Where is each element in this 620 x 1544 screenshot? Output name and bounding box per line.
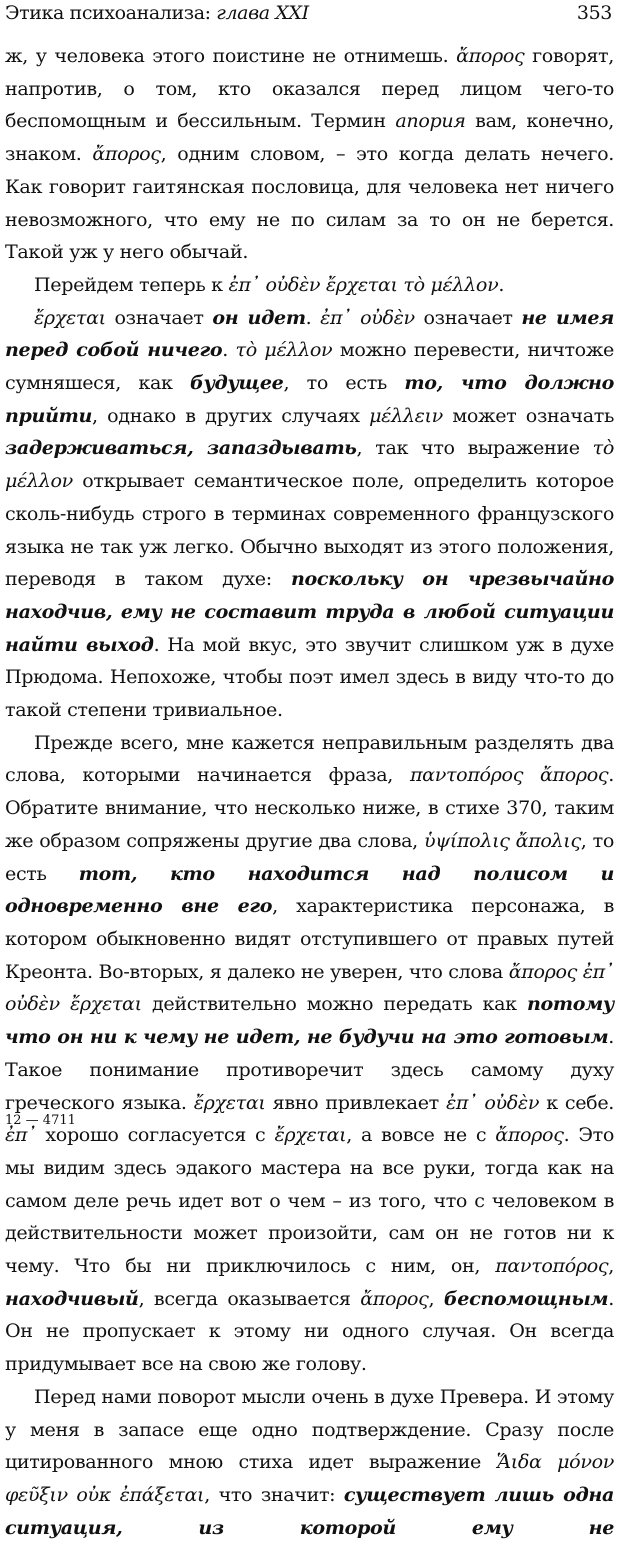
text-run: . Это мы видим здесь эдакого мастера на все руки, тогда как на самом деле речь идет вот о чем – из того, что с человеком в действительности может произойти, сам он не готов ни к чему. Что бы ни приключилось с ним, он, [5,1123,614,1278]
text-run: означает [414,305,522,329]
text-run: , так что выражение [356,436,593,460]
paragraph [5,1381,614,1544]
greek-phrase: ἄπορος ἐπ᾽ οὐδὲν ἔρχεται [5,959,614,1016]
printer-signature: 12 — 4711 [5,1113,76,1128]
running-title [5,2,309,24]
text-run: , что значит: [204,1482,344,1506]
body-text [5,40,614,1544]
greek-phrase: τὸ μέλλον [235,338,333,362]
greek-phrase: ἄπορος [92,142,161,166]
text-run: , то есть [5,828,614,885]
translation-gloss: беспомощным [443,1286,609,1310]
translation-gloss: то, что должно прийти [5,371,614,427]
greek-phrase: παντοπόρος ἄπορος [409,763,609,787]
text-run: действительно можно передать как [141,992,527,1016]
running-title-plain: Этика психоанализа: [5,2,217,24]
translation-gloss: поскольку он чрезвычайно находчив, ему не составит труда в любой ситуации найти выход [5,567,614,656]
greek-phrase: ἄπορος [456,44,525,67]
text-run: , всегда оказывается [138,1286,361,1310]
paragraph [5,302,614,727]
greek-phrase: ἔρχεται [34,305,106,329]
text-run: , [608,1254,614,1278]
text-run: к себе. [539,1090,614,1114]
text-run: вам, конечно, знаком. [5,109,614,166]
text-run: может означать [442,403,614,427]
text-run: . Он не пропускает к этому ни одного случая. Он всегда придумывает все на свою же голову. [5,1286,614,1376]
text-run: открывает семантическое поле, определить которое сколь-нибудь строго в терминах современного французского языка не так уж легко. Обычно выходят из этого положения, переводя в таком духе: [5,469,614,591]
text-run: означает [105,305,213,329]
greek-phrase: ἔρχεται [193,1090,266,1114]
text-run: хорошо согласуется с [36,1123,275,1147]
text-run: . На мой вкус, это звучит слишком уж в духе Прюдома. Непохоже, чтобы поэт имел здесь в виду что-то до такой степени тривиальное. [5,632,614,722]
paragraph [5,727,614,1381]
greek-phrase: ἄπορος [360,1286,429,1310]
text-run: можно перевести, ничтоже сумняшеся, как [5,338,614,395]
text-run: Перед нами поворот мысли очень в духе Превера. И этому у меня в запасе еще одно подтверждение. Сразу после цитированного мною стиха идет выражение [5,1384,614,1474]
text-run: . Обратите внимание, что несколько ниже, в стихе 370, таким же образом сопряжены другие два слова, [5,763,614,852]
text-run: . Такое понимание противоречит здесь самому духу греческого языка. [5,1025,614,1114]
translation-gloss: существует лишь одна ситуация, из которой ему не [5,1482,615,1539]
translation-gloss: задерживаться, запаздывать [5,436,357,460]
paragraph [5,269,614,302]
greek-phrase: ὑψίπολις ἄπολις [423,828,581,852]
text-run: , однако в других случаях [91,403,370,427]
running-header [5,2,612,34]
text-run: . [222,338,236,362]
greek-phrase: Ἅιδα μόνον φεῦξιν οὐκ ἐπάξεται [5,1450,614,1506]
paragraph [5,40,614,269]
greek-phrase: ἄπορος [495,1123,564,1147]
translation-gloss: находчивый [5,1286,139,1310]
greek-phrase: μέλλειν [369,403,443,427]
text-run: . [305,305,321,329]
page-number: 353 [576,2,612,24]
text-run: , одним словом, – это когда делать нечего. Как говорит гаитянская пословица, для человека нет ничего невозможного, что ему не по силам за то он не берется. Такой уж у него обычай. [5,142,614,264]
text-run: , характеристика персонажа, в котором обыкновенно видят отступившего от правых путей Креонта. Во-вторых, я далеко не уверен, что слова [5,894,615,983]
running-title-italic: глава XXI [216,2,309,24]
text-run: , а вовсе не с [346,1123,496,1147]
text-run: говорят, напротив, о том, кто оказался перед лицом чего-то беспомощным и бессильным. Термин [5,44,614,133]
text-run: , то есть [283,371,405,395]
text-run: Прежде всего, мне кажется неправильным разделять два слова, которыми начинается фраза, [5,730,614,787]
text-run: Перейдем теперь к [34,272,229,296]
translation-gloss: потому что он ни к чему не идет, не будучи на это готовым [5,992,614,1049]
text-run: ж, у человека этого поистине не отнимешь. [5,44,457,67]
greek-phrase: ἐπ᾽ οὐδὲν [320,305,415,329]
greek-phrase: ἔρχεται [274,1123,347,1147]
translation-gloss: тот, кто находится над полисом и одновременно вне его [5,861,614,918]
translation-gloss: не имея перед собой ничего [5,305,614,362]
text-run: , [428,1286,444,1310]
greek-phrase: τὸ μέλλον [5,436,614,493]
greek-phrase: ἐπ᾽ [5,1123,37,1147]
translation-gloss: он идет [212,305,306,329]
greek-phrase: ἐπ᾽ οὐδὲν [445,1090,540,1114]
text-run: . [498,272,505,296]
translation-gloss: будущее [190,371,284,395]
italic-term: апория [395,109,466,133]
greek-phrase: ἐπ᾽ οὐδὲν ἔρχεται τὸ μέλλον [228,272,499,296]
greek-phrase: παντοπόρος [495,1254,609,1278]
text-run: явно привлекает [265,1090,446,1114]
